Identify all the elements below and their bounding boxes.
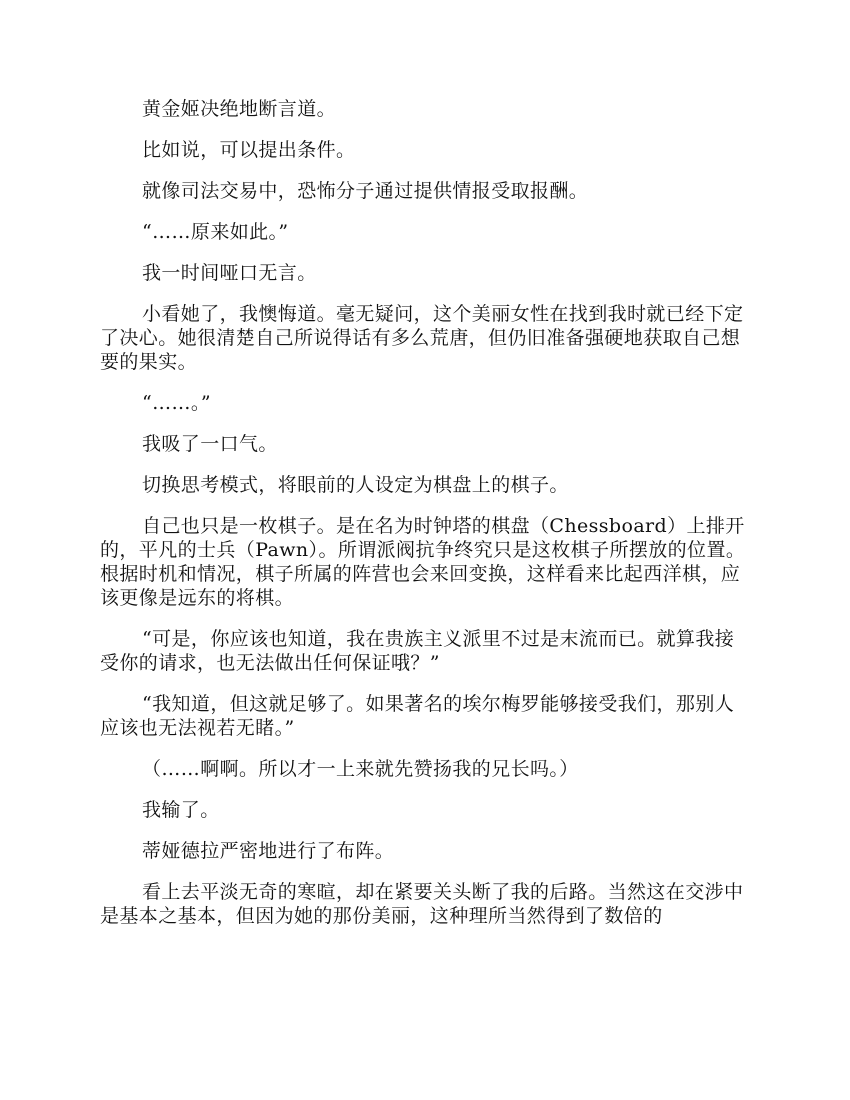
paragraph: 我吸了一口气。: [142, 433, 278, 455]
paragraph: “……。”: [142, 392, 211, 414]
paragraph: “我知道，但这就足够了。如果著名的埃尔梅罗能够接受我们，那别人应该也无法视若无睹。”: [100, 693, 735, 739]
paragraph: “可是，你应该也知道，我在贵族主义派里不过是末流而已。就算我接受你的请求，也无法做出任何保证哦？”: [100, 628, 735, 674]
paragraph: 黄金姬决绝地断言道。: [142, 98, 337, 120]
paragraph: 小看她了，我懊悔道。毫无疑问，这个美丽女性在找到我时就已经下定了决心。她很清楚自己所说得话有多么荒唐，但仍旧准备强硬地获取自己想要的果实。: [100, 303, 744, 373]
paragraph: 我一时间哑口无言。: [142, 262, 317, 284]
paragraph: 看上去平淡无奇的寒暄，却在紧要关头断了我的后路。当然这在交涉中是基本之基本，但因为她的那份美丽，这种理所当然得到了数倍的: [100, 881, 744, 927]
paragraph: 我输了。: [142, 799, 220, 821]
document-body: [100, 97, 748, 928]
paragraph: 自己也只是一枚棋子。是在名为时钟塔的棋盘（Chessboard）上排开的，平凡的士兵（Pawn）。所谓派阀抗争终究只是这枚棋子所摆放的位置。根据时机和情况，棋子所属的阵营也会来回变换，这样看来比起西洋棋，应该更像是远东的将棋。: [100, 515, 746, 609]
paragraph: （……啊啊。所以才一上来就先赞扬我的兄长吗。）: [142, 758, 579, 780]
paragraph: 比如说，可以提出条件。: [142, 139, 356, 161]
paragraph: 切换思考模式，将眼前的人设定为棋盘上的棋子。: [142, 474, 569, 496]
paragraph: 就像司法交易中，恐怖分子通过提供情报受取报酬。: [142, 180, 589, 202]
paragraph: “……原来如此。”: [142, 221, 289, 243]
paragraph: 蒂娅德拉严密地进行了布阵。: [142, 840, 395, 862]
